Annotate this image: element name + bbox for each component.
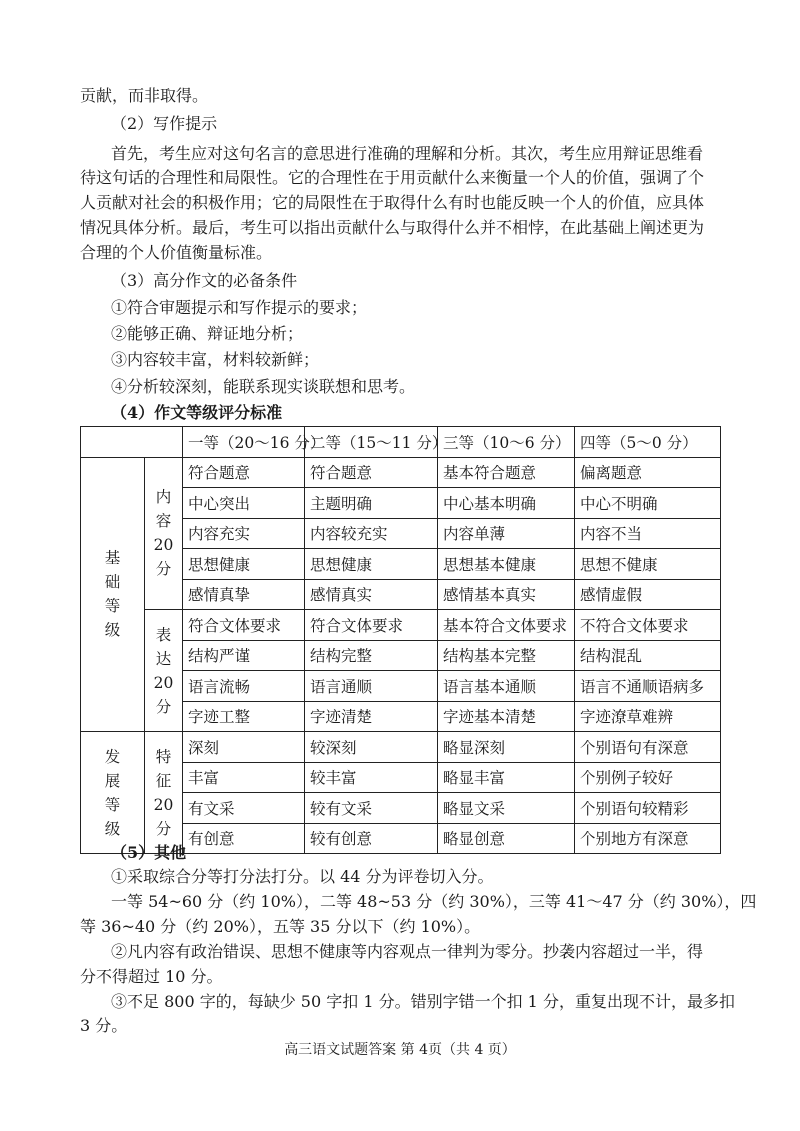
- section-5-para: ①采取综合分等打分法打分。以 44 分为评卷切入分。: [111, 867, 494, 886]
- table-cell: 内容充实: [183, 518, 305, 549]
- table-cell: 内容较充实: [305, 518, 438, 549]
- table-cell: 有创意: [183, 823, 305, 854]
- content-label: 内 容 20 分: [145, 457, 183, 610]
- table-row: [81, 457, 721, 488]
- table-cell: 个别例子较好: [575, 762, 721, 793]
- table-cell: 深刻: [183, 732, 305, 763]
- table-cell: 较有文采: [305, 793, 438, 824]
- table-cell: 思想不健康: [575, 549, 721, 580]
- section-2-line: 合理的个人价值衡量标准。: [80, 243, 273, 262]
- table-cell: 思想健康: [305, 549, 438, 580]
- grade-2-header: 二等（15～11 分）: [305, 427, 438, 458]
- table-cell: 个别语句有深意: [575, 732, 721, 763]
- table-cell: 内容单薄: [438, 518, 575, 549]
- grade-3-header: 三等（10～6 分）: [438, 427, 575, 458]
- table-cell: 字迹清楚: [305, 701, 438, 732]
- section-5-para: 一等 54~60 分（约 10%），二等 48~53 分（约 30%），三等 41～47 分（约 30%），四: [111, 892, 757, 911]
- table-cell: 字迹工整: [183, 701, 305, 732]
- table-cell: 中心基本明确: [438, 488, 575, 519]
- basic-level-label: 基 础 等 级: [81, 457, 145, 732]
- table-cell: 不符合文体要求: [575, 610, 721, 641]
- table-cell: 略显丰富: [438, 762, 575, 793]
- table-cell: 结构混乱: [575, 640, 721, 671]
- expression-label: 表 达 20 分: [145, 610, 183, 732]
- section-5-para: 3 分。: [80, 1016, 128, 1035]
- section-5-para: 等 36~40 分（约 20%），五等 35 分以下（约 10%）。: [80, 917, 481, 936]
- table-cell: 感情真挚: [183, 579, 305, 610]
- table-cell: 偏离题意: [575, 457, 721, 488]
- section-5-para: ②凡内容有政治错误、思想不健康等内容观点一律判为零分。抄袭内容超过一半，得: [111, 942, 704, 961]
- section-2-line: 首先，考生应对这句名言的意思进行准确的理解和分析。其次，考生应用辩证思维看: [111, 144, 704, 163]
- table-cell: 语言流畅: [183, 671, 305, 702]
- table-cell: 较深刻: [305, 732, 438, 763]
- section-2-line: 人贡献对社会的积极作用；它的局限性在于取得什么有时也能反映一个人的价值，应具体: [80, 193, 705, 212]
- table-cell: 较有创意: [305, 823, 438, 854]
- table-cell: 结构严谨: [183, 640, 305, 671]
- table-cell: 感情真实: [305, 579, 438, 610]
- table-cell: 结构完整: [305, 640, 438, 671]
- section-2-line: 待这句话的合理性和局限性。它的合理性在于用贡献什么来衡量一个人的价值，强调了个: [80, 168, 705, 187]
- table-cell: 结构基本完整: [438, 640, 575, 671]
- table-cell: 语言通顺: [305, 671, 438, 702]
- table-cell: 符合题意: [305, 457, 438, 488]
- table-cell: 感情虚假: [575, 579, 721, 610]
- table-cell: 内容不当: [575, 518, 721, 549]
- section-3-item: ④分析较深刻，能联系现实谈联想和思考。: [111, 377, 416, 396]
- section-3-item: ②能够正确、辩证地分析；: [111, 324, 304, 343]
- development-level-label: 发 展 等 级: [81, 732, 145, 854]
- section-4-heading: （4）作文等级评分标准: [111, 403, 283, 422]
- table-cell: 字迹基本清楚: [438, 701, 575, 732]
- section-5-para: ③不足 800 字的，每缺少 50 字扣 1 分。错别字错一个扣 1 分，重复出现不计，最多扣: [111, 992, 735, 1011]
- table-cell: 较丰富: [305, 762, 438, 793]
- table-cell: 略显创意: [438, 823, 575, 854]
- table-cell: 基本符合题意: [438, 457, 575, 488]
- table-cell: 符合题意: [183, 457, 305, 488]
- table-cell: 字迹潦草难辨: [575, 701, 721, 732]
- table-row: [81, 610, 721, 641]
- table-cell: 感情基本真实: [438, 579, 575, 610]
- intro-tail: 贡献，而非取得。: [80, 86, 209, 105]
- feature-label: 特 征 20 分: [145, 732, 183, 854]
- table-cell: 语言不通顺语病多: [575, 671, 721, 702]
- table-row: [81, 732, 721, 763]
- table-cell: 语言基本通顺: [438, 671, 575, 702]
- table-cell: 符合文体要求: [183, 610, 305, 641]
- grade-1-header: 一等（20～16 分）: [183, 427, 305, 458]
- section-2-line: 情况具体分析。最后，考生可以指出贡献什么与取得什么并不相悖，在此基础上阐述更为: [80, 218, 705, 237]
- table-cell: 有文采: [183, 793, 305, 824]
- section-5-heading: （5）其他: [111, 843, 187, 862]
- table-cell: 中心突出: [183, 488, 305, 519]
- table-cell: 个别地方有深意: [575, 823, 721, 854]
- table-cell: 主题明确: [305, 488, 438, 519]
- section-3-item: ①符合审题提示和写作提示的要求；: [111, 298, 368, 317]
- grade-4-header: 四等（5～0 分）: [575, 427, 721, 458]
- page-footer: 高三语文试题答案 第 4页（共 4 页）: [284, 1042, 516, 1058]
- table-cell: 符合文体要求: [305, 610, 438, 641]
- table-cell: 中心不明确: [575, 488, 721, 519]
- table-cell: 略显文采: [438, 793, 575, 824]
- table-cell: 个别语句较精彩: [575, 793, 721, 824]
- table-cell: 基本符合文体要求: [438, 610, 575, 641]
- table-corner-cell: [81, 427, 183, 458]
- table-cell: 思想基本健康: [438, 549, 575, 580]
- table-cell: 略显深刻: [438, 732, 575, 763]
- section-2-heading: （2）写作提示: [111, 114, 218, 133]
- table-header-row: [81, 427, 721, 458]
- grading-table: [80, 426, 721, 854]
- section-3-heading: （3）高分作文的必备条件: [111, 271, 298, 290]
- table-cell: 思想健康: [183, 549, 305, 580]
- section-3-item: ③内容较丰富，材料较新鲜；: [111, 350, 320, 369]
- table-cell: 丰富: [183, 762, 305, 793]
- section-5-para: 分不得超过 10 分。: [80, 967, 223, 986]
